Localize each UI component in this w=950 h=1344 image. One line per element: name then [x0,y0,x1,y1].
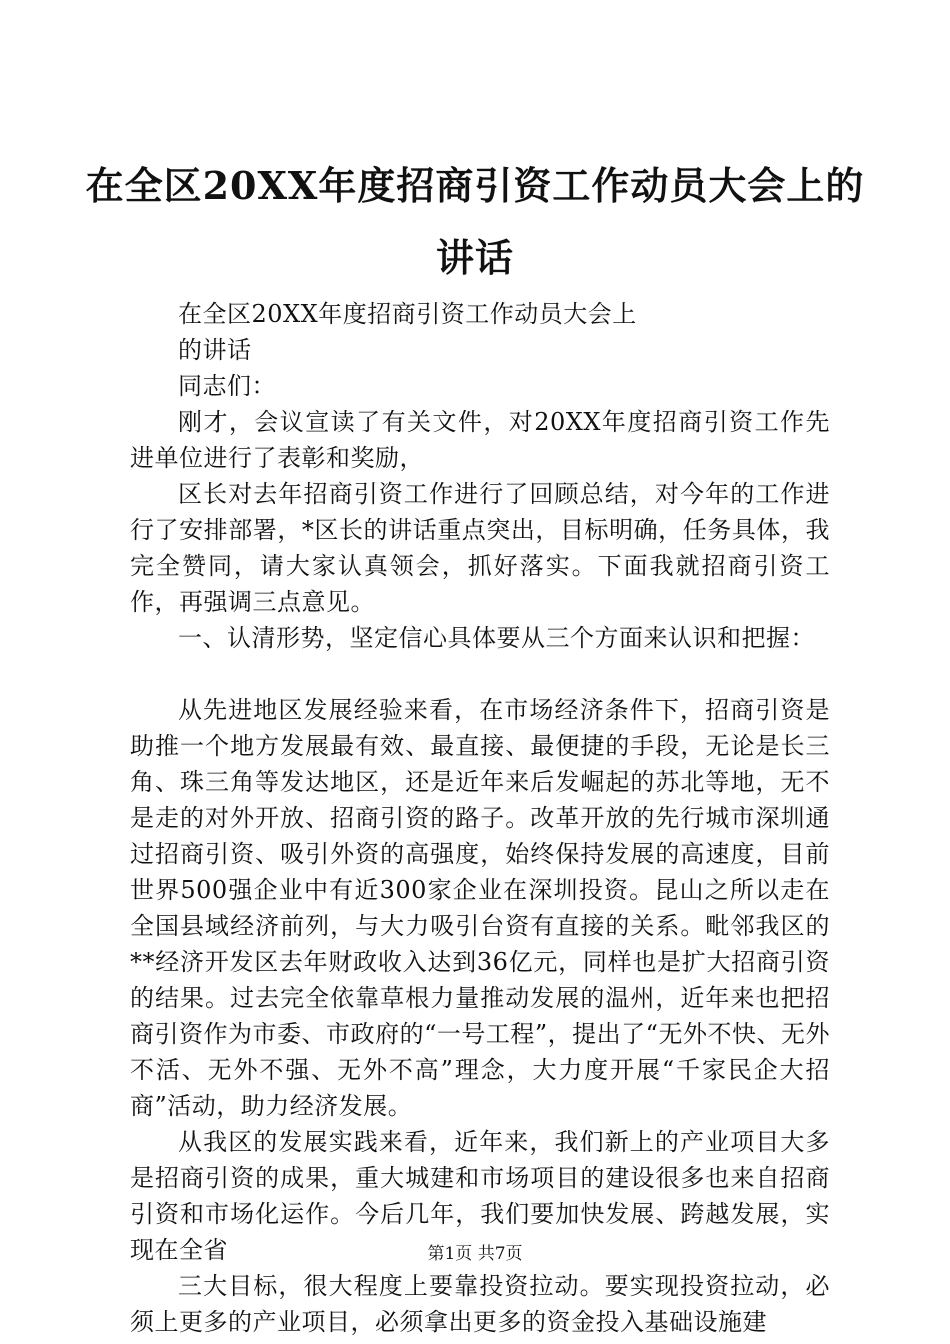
section-heading: 一、认清形势，坚定信心具体要从三个方面来认识和把握： [178,624,815,652]
paragraph: 在全区20XX年度招商引资工作动员大会上 [178,300,637,328]
page-footer: 第1页 共7页 [427,1244,523,1264]
paragraph: 从先进地区发展经验来看，在市场经济条件下，招商引资是助推一个地方发展最有效、最直接、最便捷的手段，无论是长三角、珠三角等发达地区，还是近年来后发崛起的苏北等地，无不是走的对外开放、招商引资的路子。改革开放的先行城市深圳通过招商引资、吸引外资的高强度，始终保持发展的高速度，目前世界500强企业中有近300家企业在深圳投资。昆山之所以走在全国县域经济前列，与大力吸引台资有直接的关系。毗邻我区的**经济开发区去年财政收入达到36亿元，同样也是扩大招商引资的结果。过去完全依靠草根力量推动发展的温州，近年来也把招商引资作为市委、市政府的“一号工程”，提出了“无外不快、无外不活、无外不强、无外不高”理念，大力度开展“千家民企大招商”活动，助力经济发展。 [130,696,830,1120]
paragraph: 刚才，会议宣读了有关文件，对20XX年度招商引资工作先进单位进行了表彰和奖励， [130,408,830,472]
title-line-2: 讲话 [435,235,514,280]
document-body [130,296,830,1340]
document-title [80,150,870,294]
paragraph: 区长对去年招商引资工作进行了回顾总结，对今年的工作进行了安排部署，*区长的讲话重点突出，目标明确，任务具体，我完全赞同，请大家认真领会，抓好落实。下面我就招商引资工作，再强调三点意见。 [130,480,830,616]
paragraph: 三大目标，很大程度上要靠投资拉动。要实现投资拉动，必须上更多的产业项目，必须拿出更多的资金投入基础设施建 [130,1272,830,1336]
paragraph: 的讲话 [178,336,252,364]
title-line-1: 在全区20XX年度招商引资工作动员大会上的 [85,163,865,208]
paragraph: 同志们： [178,372,276,400]
paragraph: 从我区的发展实践来看，近年来，我们新上的产业项目大多是招商引资的成果，重大城建和市场项目的建设很多也来自招商引资和市场化运作。今后几年，我们要加快发展、跨越发展，实现在全省 [130,1128,830,1264]
